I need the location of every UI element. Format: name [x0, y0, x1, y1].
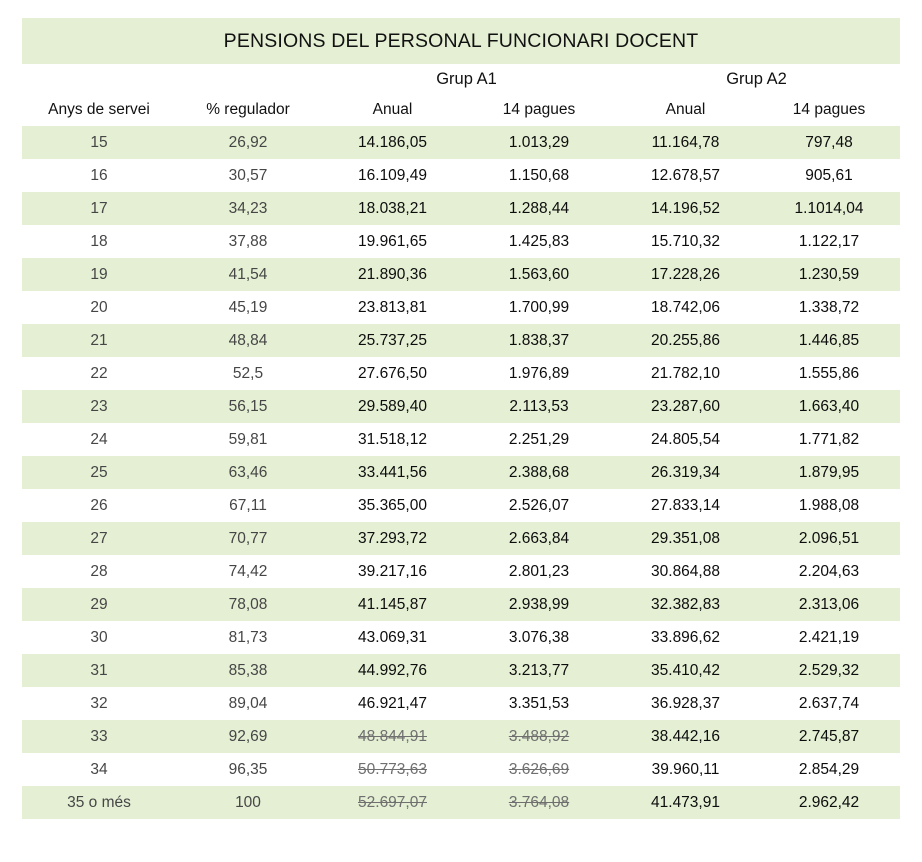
cell-a1-14-pagues: 3.626,69 [508, 760, 570, 778]
cell-a1-14-pagues: 1.013,29 [508, 133, 570, 151]
cell-a2-14-pagues: 2.204,63 [798, 562, 860, 580]
cell-percent-regulador: 48,84 [228, 331, 268, 349]
table-row [22, 489, 900, 522]
cell-percent-regulador: 74,42 [228, 562, 268, 580]
cell-a2-anual: 20.255,86 [651, 331, 720, 349]
table-row [22, 357, 900, 390]
cell-anys-de-servei: 21 [90, 331, 108, 349]
cell-a1-anual: 39.217,16 [358, 562, 427, 580]
cell-a2-14-pagues: 1.446,85 [798, 331, 860, 349]
cell-a2-14-pagues: 2.313,06 [798, 595, 860, 613]
cell-a2-anual: 41.473,91 [651, 793, 720, 811]
cell-a1-14-pagues: 2.251,29 [508, 430, 570, 448]
cell-a1-anual: 25.737,25 [358, 331, 427, 349]
cell-a2-14-pagues: 1.771,82 [798, 430, 860, 448]
cell-a2-14-pagues: 2.421,19 [798, 628, 860, 646]
table-row [22, 192, 900, 225]
cell-anys-de-servei: 22 [90, 364, 108, 382]
cell-percent-regulador: 89,04 [228, 694, 268, 712]
cell-a2-anual: 14.196,52 [651, 199, 720, 217]
cell-a1-anual: 48.844,91 [358, 727, 427, 745]
table-row [22, 456, 900, 489]
cell-anys-de-servei: 16 [90, 166, 108, 184]
cell-a1-anual: 44.992,76 [358, 661, 427, 679]
group-header-a2-label: Grup A2 [726, 69, 787, 88]
group-header-a2 [613, 70, 900, 89]
cell-a2-anual: 26.319,34 [651, 463, 720, 481]
cell-percent-regulador: 78,08 [228, 595, 268, 613]
cell-a2-anual: 21.782,10 [651, 364, 720, 382]
cell-a1-14-pagues: 2.388,68 [508, 463, 570, 481]
cell-percent-regulador: 59,81 [228, 430, 268, 448]
cell-anys-de-servei: 24 [90, 430, 108, 448]
cell-a2-anual: 38.442,16 [651, 727, 720, 745]
column-header-a1-anual: Anual [372, 101, 413, 118]
cell-a1-anual: 46.921,47 [358, 694, 427, 712]
cell-a2-14-pagues: 1.555,86 [798, 364, 860, 382]
table-row [22, 258, 900, 291]
cell-a2-anual: 11.164,78 [651, 133, 720, 151]
column-header-a2-anual: Anual [665, 101, 706, 118]
cell-a2-anual: 33.896,62 [651, 628, 720, 646]
cell-anys-de-servei: 23 [90, 397, 108, 415]
cell-a2-anual: 29.351,08 [651, 529, 720, 547]
cell-a2-14-pagues: 2.637,74 [798, 694, 860, 712]
column-header-a2-14-pagues: 14 pagues [792, 101, 866, 118]
cell-a1-14-pagues: 1.288,44 [508, 199, 570, 217]
cell-percent-regulador: 85,38 [228, 661, 268, 679]
cell-a2-14-pagues: 1.230,59 [798, 265, 860, 283]
document-title-band [22, 18, 900, 64]
cell-a2-anual: 15.710,32 [651, 232, 720, 250]
table-row [22, 159, 900, 192]
cell-a1-14-pagues: 3.351,53 [508, 694, 570, 712]
cell-a1-14-pagues: 2.938,99 [508, 595, 570, 613]
cell-percent-regulador: 56,15 [228, 397, 268, 415]
cell-percent-regulador: 67,11 [229, 496, 267, 514]
cell-percent-regulador: 96,35 [228, 760, 268, 778]
cell-anys-de-servei: 27 [90, 529, 108, 547]
column-header-percent-regulador: % regulador [206, 101, 290, 118]
cell-a2-anual: 32.382,83 [651, 595, 720, 613]
cell-a1-14-pagues: 1.425,83 [508, 232, 570, 250]
cell-anys-de-servei: 25 [90, 463, 108, 481]
cell-anys-de-servei: 15 [90, 133, 108, 151]
cell-a1-anual: 19.961,65 [358, 232, 427, 250]
column-header-a1-14-pagues: 14 pagues [502, 101, 576, 118]
table-row [22, 291, 900, 324]
table-row [22, 786, 900, 819]
cell-anys-de-servei: 19 [90, 265, 108, 283]
table-row [22, 753, 900, 786]
cell-a2-anual: 17.228,26 [651, 265, 720, 283]
cell-a2-14-pagues: 1.879,95 [798, 463, 860, 481]
cell-anys-de-servei: 29 [90, 595, 108, 613]
cell-anys-de-servei: 31 [90, 661, 108, 679]
cell-a1-anual: 21.890,36 [358, 265, 427, 283]
table-row [22, 654, 900, 687]
cell-a2-14-pagues: 2.096,51 [798, 529, 860, 547]
cell-a2-14-pagues: 905,61 [805, 166, 853, 184]
cell-a1-anual: 29.589,40 [358, 397, 427, 415]
cell-percent-regulador: 41,54 [228, 265, 268, 283]
cell-a2-anual: 30.864,88 [651, 562, 720, 580]
cell-a1-14-pagues: 1.150,68 [508, 166, 570, 184]
cell-a1-anual: 41.145,87 [358, 595, 427, 613]
group-header-row [22, 64, 900, 94]
cell-a2-14-pagues: 2.854,29 [798, 760, 860, 778]
table-row [22, 390, 900, 423]
cell-a1-14-pagues: 3.764,08 [508, 793, 570, 811]
table-row [22, 522, 900, 555]
cell-a1-anual: 33.441,56 [358, 463, 427, 481]
cell-a2-anual: 18.742,06 [651, 298, 720, 316]
cell-a1-14-pagues: 1.700,99 [508, 298, 570, 316]
cell-a1-14-pagues: 2.526,07 [508, 496, 570, 514]
cell-a1-anual: 27.676,50 [358, 364, 427, 382]
cell-anys-de-servei: 34 [90, 760, 108, 778]
cell-a2-14-pagues: 1.988,08 [798, 496, 860, 514]
cell-a2-anual: 36.928,37 [651, 694, 720, 712]
cell-a2-14-pagues: 2.529,32 [798, 661, 860, 679]
cell-a1-14-pagues: 1.976,89 [508, 364, 570, 382]
cell-a2-14-pagues: 1.122,17 [798, 232, 860, 250]
cell-a1-anual: 23.813,81 [358, 298, 427, 316]
cell-a2-14-pagues: 797,48 [805, 133, 853, 151]
cell-anys-de-servei: 32 [90, 694, 108, 712]
table-row [22, 324, 900, 357]
table-row [22, 687, 900, 720]
table-row [22, 225, 900, 258]
cell-a2-14-pagues: 2.962,42 [798, 793, 860, 811]
cell-anys-de-servei: 26 [90, 496, 108, 514]
cell-anys-de-servei: 17 [90, 199, 108, 217]
table-row [22, 588, 900, 621]
cell-a1-14-pagues: 1.563,60 [508, 265, 570, 283]
group-header-a1-label: Grup A1 [436, 69, 497, 88]
cell-a1-anual: 52.697,07 [358, 793, 427, 811]
cell-a1-anual: 43.069,31 [358, 628, 427, 646]
cell-a1-anual: 50.773,63 [358, 760, 427, 778]
cell-a2-anual: 12.678,57 [651, 166, 720, 184]
cell-percent-regulador: 34,23 [228, 199, 268, 217]
table-row [22, 621, 900, 654]
cell-a2-14-pagues: 1.663,40 [798, 397, 860, 415]
cell-a2-14-pagues: 2.745,87 [798, 727, 860, 745]
cell-a1-anual: 16.109,49 [358, 166, 427, 184]
cell-percent-regulador: 30,57 [228, 166, 268, 184]
cell-a1-anual: 18.038,21 [358, 199, 427, 217]
column-header-anys-de-servei: Anys de servei [48, 101, 150, 118]
cell-anys-de-servei: 28 [90, 562, 108, 580]
table-row [22, 126, 900, 159]
cell-percent-regulador: 63,46 [228, 463, 268, 481]
cell-a1-14-pagues: 1.838,37 [508, 331, 570, 349]
pensions-table [22, 64, 900, 819]
cell-a2-anual: 24.805,54 [651, 430, 720, 448]
cell-a1-anual: 37.293,72 [358, 529, 427, 547]
column-header-row [22, 94, 900, 126]
cell-percent-regulador: 37,88 [228, 232, 268, 250]
table-row [22, 720, 900, 753]
group-header-a1 [320, 70, 613, 89]
cell-percent-regulador: 100 [235, 793, 261, 811]
table-row [22, 423, 900, 456]
cell-a1-14-pagues: 3.213,77 [508, 661, 570, 679]
cell-anys-de-servei: 33 [90, 727, 108, 745]
cell-anys-de-servei: 35 o més [67, 793, 131, 811]
cell-a2-anual: 27.833,14 [651, 496, 720, 514]
page-title: PENSIONS DEL PERSONAL FUNCIONARI DOCENT [223, 29, 699, 52]
cell-percent-regulador: 70,77 [228, 529, 268, 547]
cell-anys-de-servei: 30 [90, 628, 108, 646]
table-row [22, 555, 900, 588]
cell-a2-14-pagues: 1.1014,04 [794, 199, 864, 217]
cell-a1-anual: 14.186,05 [358, 133, 427, 151]
cell-a1-14-pagues: 2.663,84 [508, 529, 570, 547]
cell-percent-regulador: 92,69 [228, 727, 268, 745]
cell-a2-anual: 39.960,11 [651, 760, 720, 778]
cell-a1-anual: 31.518,12 [358, 430, 427, 448]
cell-anys-de-servei: 20 [90, 298, 108, 316]
cell-a1-14-pagues: 3.076,38 [508, 628, 570, 646]
cell-a1-anual: 35.365,00 [358, 496, 427, 514]
cell-percent-regulador: 26,92 [228, 133, 268, 151]
cell-anys-de-servei: 18 [90, 232, 108, 250]
cell-percent-regulador: 81,73 [228, 628, 268, 646]
cell-a2-14-pagues: 1.338,72 [798, 298, 860, 316]
cell-a2-anual: 35.410,42 [651, 661, 720, 679]
cell-a2-anual: 23.287,60 [651, 397, 720, 415]
cell-percent-regulador: 45,19 [228, 298, 268, 316]
cell-a1-14-pagues: 2.113,53 [509, 397, 569, 415]
cell-a1-14-pagues: 3.488,92 [508, 727, 570, 745]
cell-percent-regulador: 52,5 [232, 364, 264, 382]
cell-a1-14-pagues: 2.801,23 [508, 562, 570, 580]
table-body [22, 126, 900, 819]
